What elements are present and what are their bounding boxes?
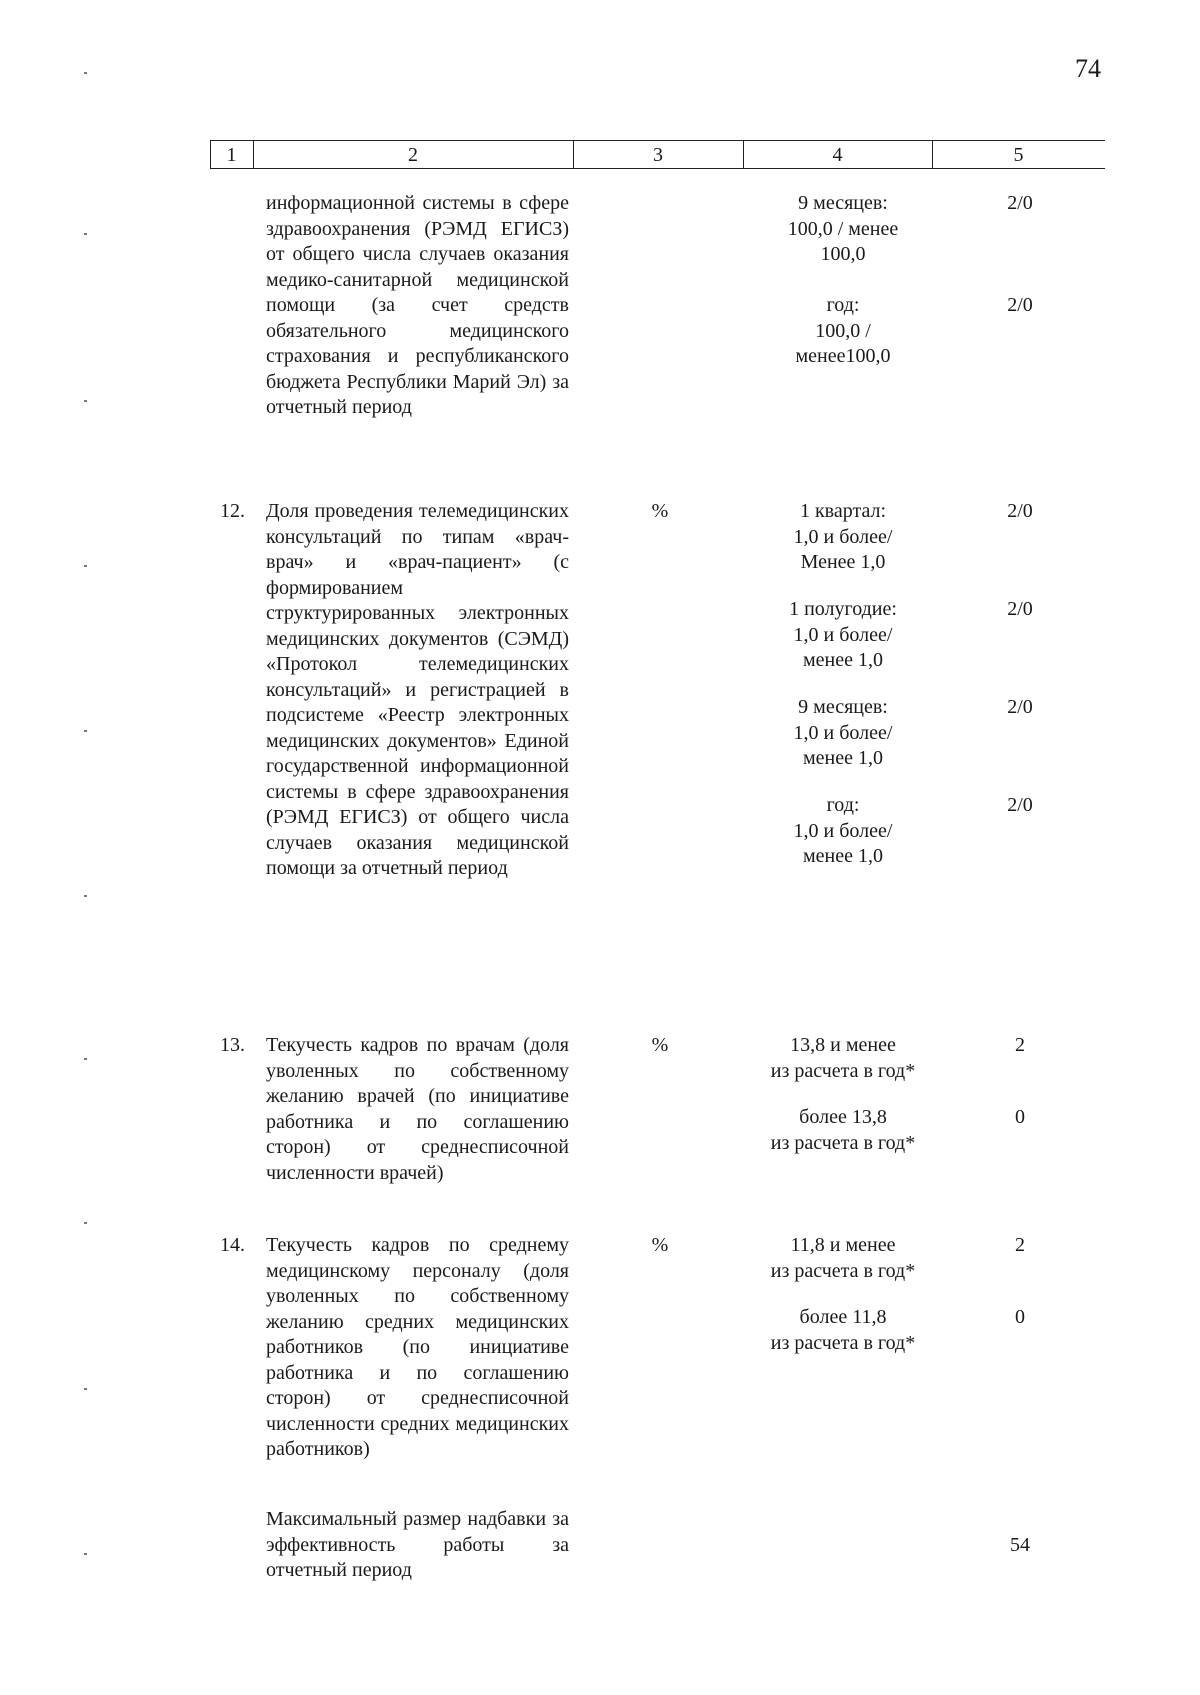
score-value: 2/0	[1007, 598, 1033, 620]
unit-value: %	[651, 500, 669, 522]
score-value: 0	[1015, 1306, 1025, 1328]
criterion-text: 9 месяцев: 100,0 / менее 100,0	[787, 192, 899, 265]
criterion-text: 1 квартал: 1,0 и более/ Менее 1,0	[793, 500, 893, 573]
margin-tick	[84, 1553, 87, 1555]
header-col-3: 3	[653, 144, 663, 166]
header-col-4: 4	[832, 144, 843, 166]
criterion-text: год: 1,0 и более/ менее 1,0	[793, 794, 893, 867]
header-col-2: 2	[408, 144, 418, 166]
indicator-text: Доля проведения телемедицинских консультаций по типам «врач-врач» и «врач-пациент» (с формированием структурированных электронных медицинских документов (СЭМД) «Протокол телемедицинских консультаций» и регистрацией в подсистеме «Реестр электронных медицинских документов» Единой государственной информационной системы в сфере здравоохранения (РЭМД ЕГИСЗ) от общего числа случаев оказания медицинской помощи за отчетный период	[266, 500, 569, 879]
margin-tick	[84, 565, 87, 567]
score-value: 2/0	[1007, 192, 1033, 214]
margin-tick	[84, 400, 87, 402]
score-value: 2/0	[1007, 294, 1033, 316]
margin-tick	[84, 1388, 87, 1390]
header-top-rule	[210, 140, 1105, 141]
indicator-text: Текучесть кадров по врачам (доля уволенных по собственному желанию врачей (по инициативе работника и по соглашению сторон) от среднесписочной численности врачей)	[266, 1034, 569, 1184]
header-col-5: 5	[1013, 144, 1024, 166]
score-value: 2/0	[1007, 794, 1033, 816]
row-number: 14.	[220, 1234, 245, 1256]
margin-tick	[84, 233, 87, 235]
indicator-text: Максимальный размер надбавки за эффективность работы за отчетный период	[266, 1508, 569, 1581]
criterion-text: более 11,8 из расчета в год*	[770, 1306, 916, 1354]
score-value: 0	[1015, 1106, 1025, 1128]
score-value: 54	[1010, 1534, 1030, 1556]
criterion-text: более 13,8 из расчета в год*	[770, 1106, 916, 1154]
criterion-text: 1 полугодие: 1,0 и более/ менее 1,0	[789, 598, 897, 671]
score-value: 2	[1015, 1234, 1025, 1256]
margin-tick	[84, 895, 87, 897]
indicator-text: Текучесть кадров по среднему медицинскому персоналу (доля уволенных по собственному желанию средних медицинских работников (по инициативе работника и по соглашению сторон) от среднесписочной численности средних медицинских работников)	[266, 1234, 569, 1460]
criterion-text: 9 месяцев: 1,0 и более/ менее 1,0	[793, 696, 893, 769]
criterion-text: 11,8 и менее из расчета в год*	[770, 1234, 916, 1282]
header-col-1: 1	[226, 144, 237, 166]
margin-tick	[84, 72, 87, 74]
unit-value: %	[651, 1234, 669, 1256]
row-number: 12.	[220, 500, 245, 522]
header-bottom-rule	[210, 168, 1105, 169]
score-value: 2	[1015, 1034, 1025, 1056]
margin-tick	[84, 730, 87, 732]
margin-tick	[84, 1222, 87, 1224]
indicator-text: информационной системы в сфере здравоохранения (РЭМД ЕГИСЗ) от общего числа случаев оказания медико-санитарной медицинской помощи (за счет средств обязательного медицинского страхования и республиканского бюджета Республики Марий Эл) за отчетный период	[266, 192, 569, 418]
criterion-text: 13,8 и менее из расчета в год*	[770, 1034, 916, 1082]
score-value: 2/0	[1007, 500, 1033, 522]
criterion-text: год: 100,0 / менее100,0	[795, 294, 891, 367]
page-number: 74	[1075, 54, 1101, 83]
row-number: 13.	[220, 1034, 245, 1056]
unit-value: %	[651, 1034, 669, 1056]
score-value: 2/0	[1007, 696, 1033, 718]
margin-tick	[84, 1058, 87, 1060]
